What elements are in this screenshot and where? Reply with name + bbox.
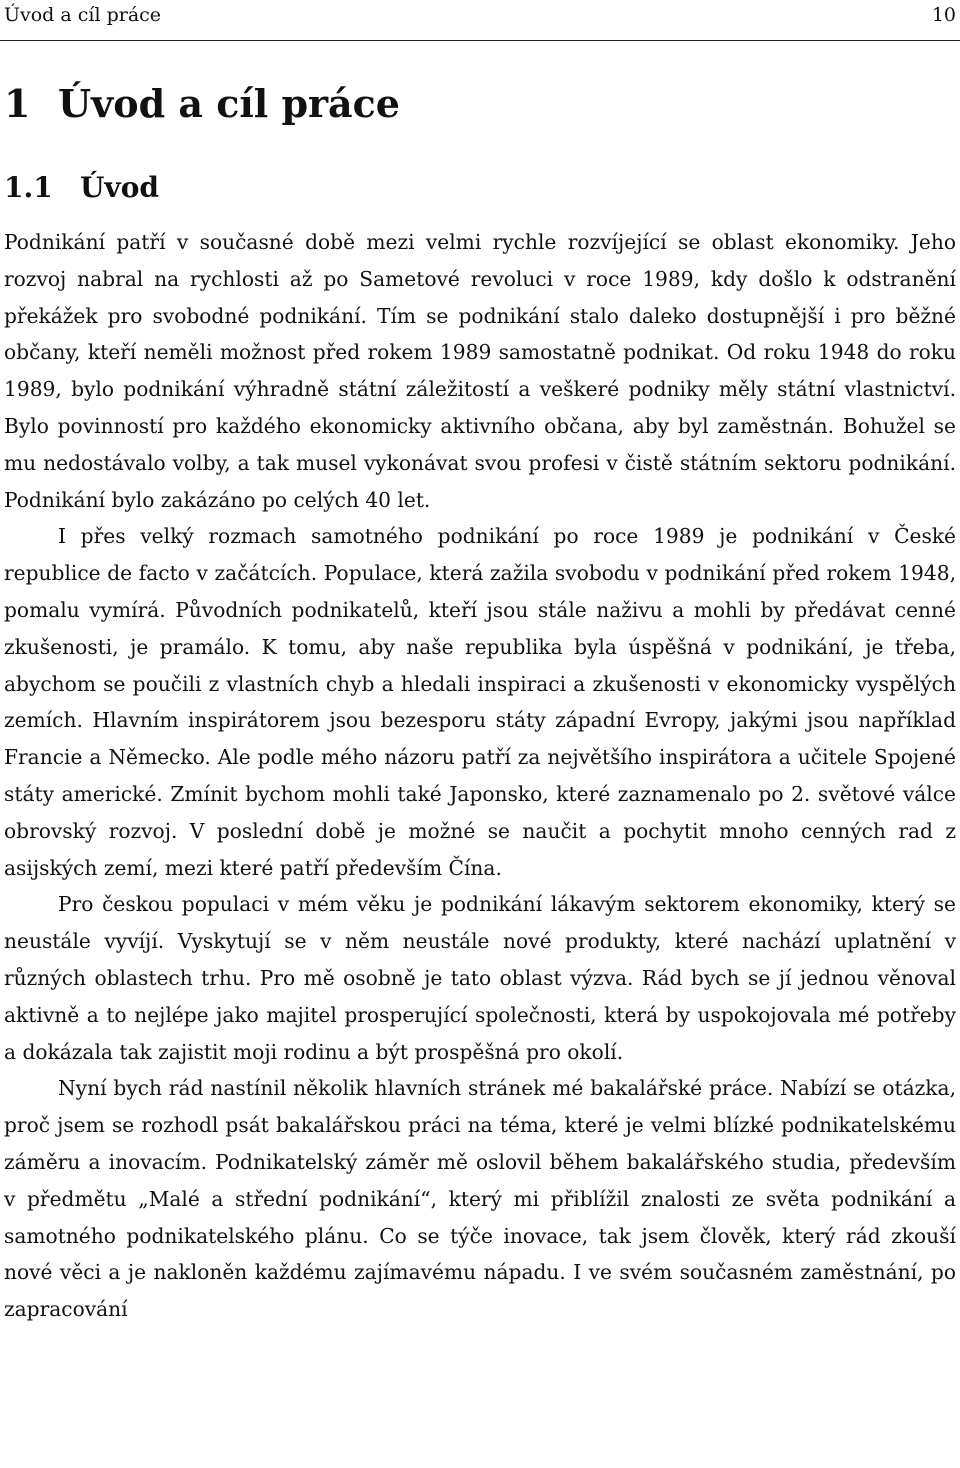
body-text xyxy=(4,224,956,1328)
page-number: 10 xyxy=(931,4,956,26)
paragraph: Pro českou populaci v mém věku je podnikání lákavým sektorem ekonomiky, který se neustále vyvíjí. Vyskytují se v něm neustále nové produkty, které nachází uplatnění v různých oblastech trhu. Pro mě osobně je tato oblast výzva. Rád bych se jí jednou věnoval aktivně a to nejlépe jako majitel prosperující společnosti, která by uspokojovala mé potřeby a dokázala tak zajistit moji rodinu a být prospěšná pro okolí. xyxy=(4,892,956,1064)
running-header xyxy=(0,0,960,41)
section-number: 1.1 xyxy=(4,171,53,204)
chapter-number: 1 xyxy=(4,81,31,126)
chapter-title: Úvod a cíl práce xyxy=(58,81,400,126)
section-heading xyxy=(4,168,159,208)
paragraph: Nyní bych rád nastínil několik hlavních stránek mé bakalářské práce. Nabízí se otázka, proč jsem se rozhodl psát bakalářskou práci na téma, které je velmi blízké podnikatelskému záměru a inovacím. Podnikatelský záměr mě oslovil během bakalářského studia, především v předmětu „Malé a střední podnikání“, který mi přiblížil znalosti ze světa podnikání a samotného podnikatelského plánu. Co se týče inovace, tak jsem člověk, který rád zkouší nové věci a je nakloněn každému zajímavému nápadu. I ve svém současném zaměstnání, po zapracování xyxy=(4,1076,956,1322)
running-header-title: Úvod a cíl práce xyxy=(4,4,162,26)
paragraph: I přes velký rozmach samotného podnikání po roce 1989 je podnikání v České republice de facto v začátcích. Populace, která zažila svobodu v podnikání před rokem 1948, pomalu vymírá. Původních podnikatelů, kteří jsou stále naživu a mohli by předávat cenné zkušenosti, je pramálo. K tomu, aby naše republika byla úspěšná v podnikání, je třeba, abychom se poučili z vlastních chyb a hledali inspiraci a zkušenosti v ekonomicky vyspělých zemích. Hlavním inspirátorem jsou bezesporu státy západní Evropy, jakými jsou například Francie a Německo. Ale podle mého názoru patří za největšího inspirátora a učitele Spojené státy americké. Zmínit bychom mohli také Japonsko, které zaznamenalo po 2. světové válce obrovský rozvoj. V poslední době je možné se naučit a pochytit mnoho cenných rad z asijských zemí, mezi které patří především Čína. xyxy=(4,524,956,880)
paragraph: Podnikání patří v současné době mezi velmi rychle rozvíjející se oblast ekonomiky. Jeho rozvoj nabral na rychlosti až po Sametové revoluci v roce 1989, kdy došlo k odstranění překážek pro svobodné podnikání. Tím se podnikání stalo daleko dostupnější i pro běžné občany, kteří neměli možnost před rokem 1989 samostatně podnikat. Od roku 1948 do roku 1989, bylo podnikání výhradně státní záležitostí a veškeré podniky měly státní vlastnictví. Bylo povinností pro každého ekonomicky aktivního občana, aby byl zaměstnán. Bohužel se mu nedostávalo volby, a tak musel vykonávat svou profesi v čistě státním sektoru podnikání. Podnikání bylo zakázáno po celých 40 let. xyxy=(4,230,956,512)
section-title: Úvod xyxy=(80,171,159,204)
chapter-heading xyxy=(4,78,400,130)
